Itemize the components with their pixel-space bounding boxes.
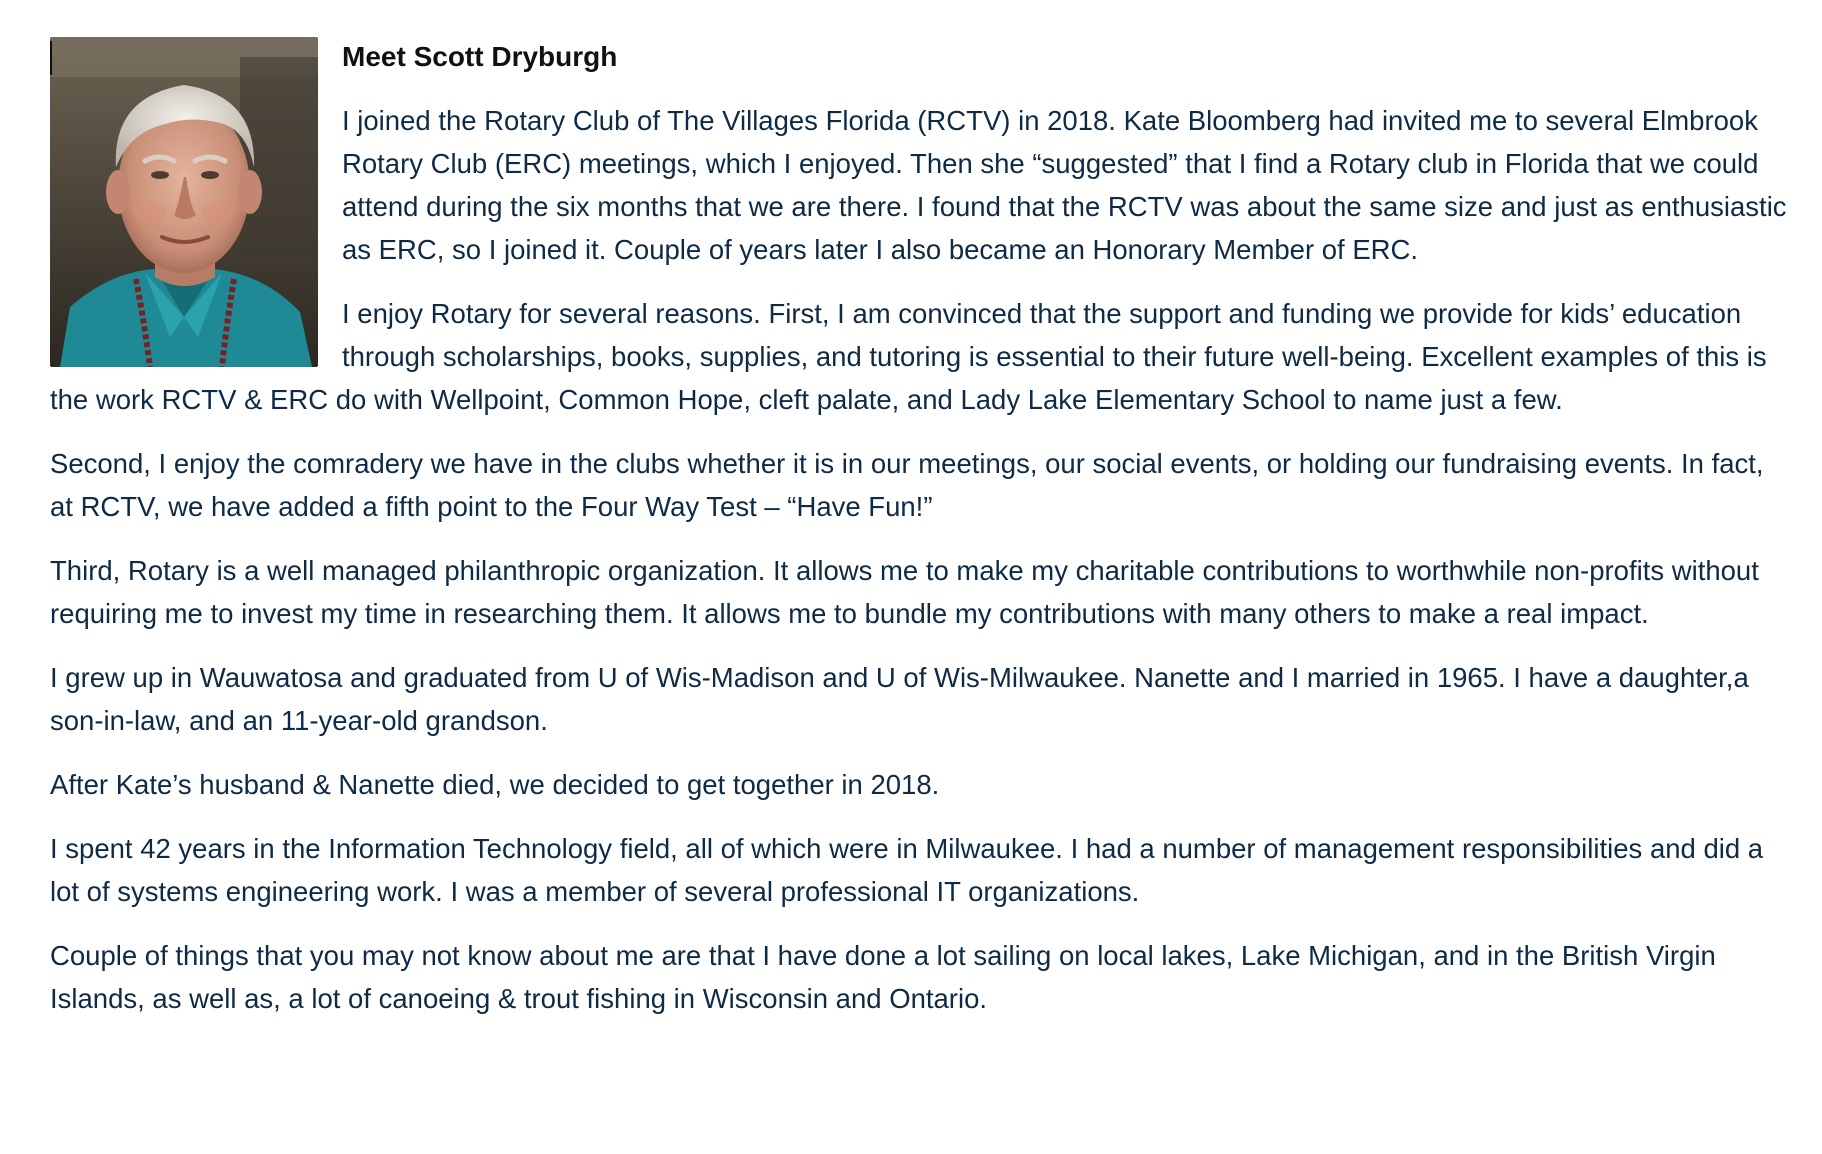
portrait-photo xyxy=(50,37,318,367)
document-page xyxy=(50,37,1790,1041)
paragraph-philanthropy: Third, Rotary is a well managed philanthropic organization. It allows me to make my charitable contributions to worthwhile non-profits without requiring me to invest my time in researching them. It allows me to bundle my contributions with many others to make a real impact. xyxy=(50,555,1759,629)
title-text: Meet Scott Dryburgh xyxy=(342,41,618,72)
paragraph-hobbies: Couple of things that you may not know about me are that I have done a lot sailing on local lakes, Lake Michigan, and in the British Virgin Islands, as well as, a lot of canoeing & trout fishing in Wisconsin and Ontario. xyxy=(50,940,1716,1014)
document-title xyxy=(50,37,1790,77)
paragraph-reasons: I enjoy Rotary for several reasons. First, I am convinced that the support and funding we provide for kids’ education through scholarships, books, supplies, and tutoring is essential to their future well-being. Excellent examples of this is the work RCTV & ERC do with Wellpoint, Common Hope, cleft palate, and Lady Lake Elementary School to name just a few. xyxy=(50,298,1767,415)
portrait-image xyxy=(50,37,318,367)
paragraph-background: I grew up in Wauwatosa and graduated from U of Wis-Madison and U of Wis-Milwaukee. Nanette and I married in 1965. I have a daughter,a son-in-law, and an 11-year-old grandson. xyxy=(50,662,1749,736)
paragraph-comradery: Second, I enjoy the comradery we have in the clubs whether it is in our meetings, our social events, or holding our fundraising events. In fact, at RCTV, we have added a fifth point to the Four Way Test – “Have Fun!” xyxy=(50,448,1764,522)
paragraph-together: After Kate’s husband & Nanette died, we decided to get together in 2018. xyxy=(50,769,940,800)
text-cursor xyxy=(50,41,52,75)
paragraph-joining: I joined the Rotary Club of The Villages Florida (RCTV) in 2018. Kate Bloomberg had invited me to several Elmbrook Rotary Club (ERC) meetings, which I enjoyed. Then she “suggested” that I find a Rotary club in Florida that we could attend during the six months that we are there. I found that the RCTV was about the same size and just as enthusiastic as ERC, so I joined it. Couple of years later I also became an Honorary Member of ERC. xyxy=(342,105,1787,265)
paragraph-career: I spent 42 years in the Information Technology field, all of which were in Milwaukee. I had a number of management responsibilities and did a lot of systems engineering work. I was a member of several professional IT organizations. xyxy=(50,833,1764,907)
